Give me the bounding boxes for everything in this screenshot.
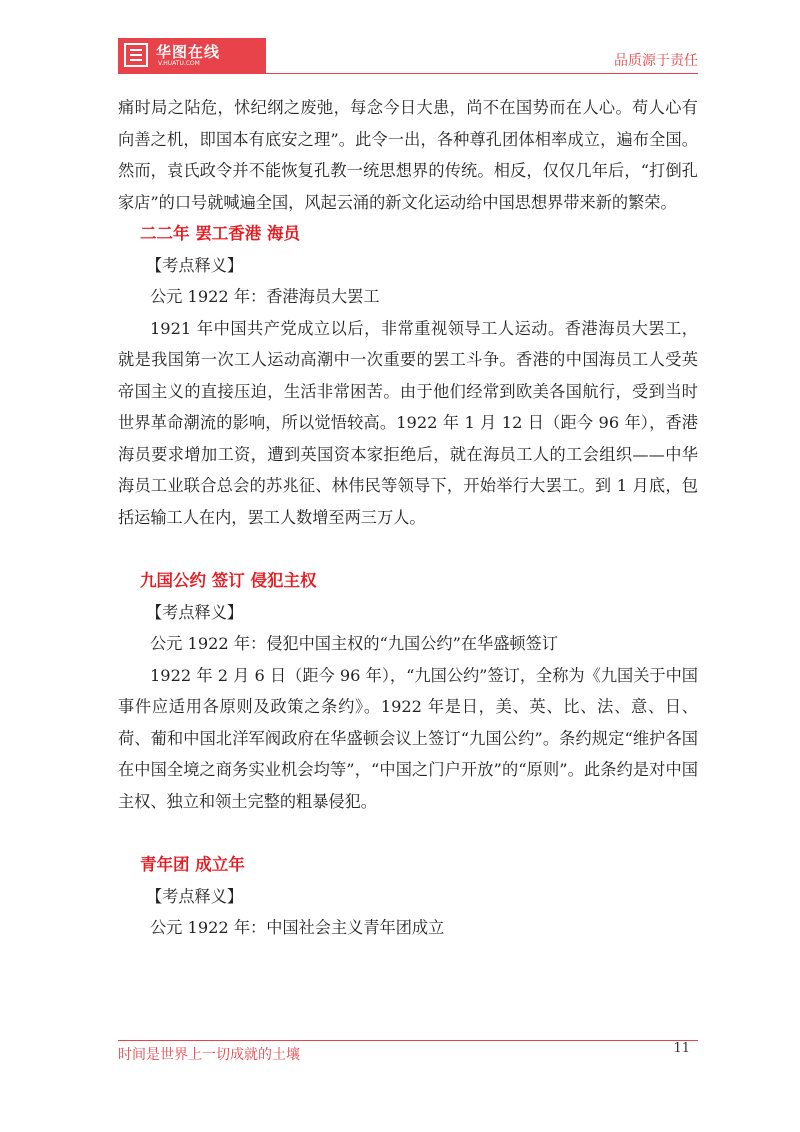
logo-text: 华图在线: [156, 43, 221, 61]
header-divider: [264, 73, 698, 74]
huatu-logo: [118, 38, 266, 74]
continued-paragraph: 痛时局之阽危，怵纪纲之废弛，每念今日大患，尚不在国势而在人心。苟人心有向善之机，即国本有底安之理”。此令一出，各种尊孔团体相率成立，遍布全国。然而，袁氏政令并不能恢复孔教一统思想界的传统。相反，仅仅几年后，“打倒孔家店”的口号就喊遍全国，风起云涌的新文化运动给中国思想界带来新的繁荣。: [118, 98, 698, 212]
section-heading-youth-league: 青年团 成立年: [140, 855, 245, 874]
section-label: 【考点释义】: [146, 602, 244, 622]
section-heading-nine-power-treaty: 九国公约 签订 侵犯主权: [140, 571, 317, 590]
logo-icon: [124, 43, 148, 67]
section-heading-hk-strike: 二二年 罢工香港 海员: [140, 224, 300, 243]
page-header: [118, 38, 698, 74]
footer-divider: [118, 1040, 698, 1041]
logo-subtext: V.HUATU.COM: [158, 60, 200, 67]
page-number: 11: [673, 1041, 690, 1056]
section-summary: 公元 1922 年：香港海员大罢工: [150, 287, 380, 306]
section-paragraph: 1921 年中国共产党成立以后，非常重视领导工人运动。香港海员大罢工，就是我国第一次工人运动高潮中一次重要的罢工斗争。香港的中国海员工人受英帝国主义的直接压迫，生活非常困苦。由于他们经常到欧美各国航行，受到当时世界革命潮流的影响，所以觉悟较高。1922 年 1 月 12 日（距今 96 年），香港海员要求增加工资，遭到英国资本家拒绝后，就在海员工人的工会组织——中华海员工业联合总会的苏兆征、林伟民等领导下，开始举行大罢工。到 1 月底，包括运输工人在内，罢工人数增至两三万人。: [118, 318, 698, 527]
section-label: 【考点释义】: [146, 886, 244, 906]
page-content: [118, 92, 698, 944]
header-slogan: 品质源于责任: [614, 53, 698, 69]
section-summary: 公元 1922 年：中国社会主义青年团成立: [150, 918, 445, 937]
section-label: 【考点释义】: [146, 255, 244, 275]
section-paragraph: 1922 年 2 月 6 日（距今 96 年），“九国公约”签订，全称为《九国关于中国事件应适用各原则及政策之条约》。1922 年是日，美、英、比、法、意、日、荷、葡和中国北洋军阀政府在华盛顿会议上签订“九国公约”。条约规定“维护各国在中国全境之商务实业机会均等”，“中国之门户开放”的“原则”。此条约是对中国主权、独立和领土完整的粗暴侵犯。: [118, 665, 698, 811]
footer-slogan: 时间是世界上一切成就的土壤: [118, 1047, 300, 1063]
section-summary: 公元 1922 年：侵犯中国主权的“九国公约”在华盛顿签订: [150, 634, 558, 653]
